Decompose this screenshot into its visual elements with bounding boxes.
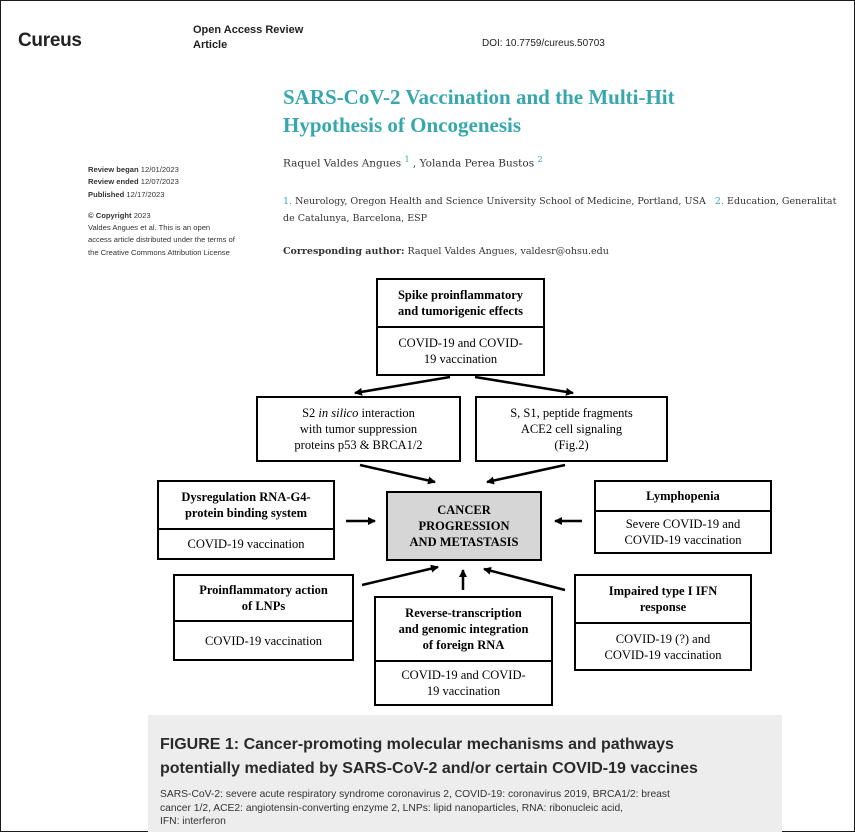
- lympho-box-header: [596, 482, 770, 512]
- ifn-body-line2: COVID-19 vaccination: [604, 647, 722, 662]
- ifn-body-line1: COVID-19 (?) and: [615, 631, 711, 646]
- arrow-lnps-to-center: [362, 567, 438, 585]
- reverse-body-line1: COVID-19 and COVID-: [401, 668, 526, 682]
- s2-line2: with tumor suppression: [299, 422, 418, 436]
- s1-line3: (Fig.2): [554, 438, 589, 452]
- spike-effects-box: [376, 278, 545, 376]
- reverse-box-header: [376, 598, 551, 662]
- center-line1: CANCER: [437, 503, 491, 517]
- license-line[interactable]: access article distributed under the terms of: [88, 235, 235, 245]
- license-line: Valdes Angues et al. This is an open: [88, 223, 211, 233]
- corr-label: Corresponding author:: [283, 246, 405, 257]
- dysreg-head-line2: protein binding system: [184, 506, 307, 520]
- arrow-spike-to-s2: [355, 377, 450, 393]
- lnps-head-line1: Proinflammatory action: [199, 583, 328, 597]
- article-type-line2: Article: [193, 39, 228, 51]
- caption-text-line3: IFN: interferon: [160, 816, 226, 827]
- lympho-box-body: [596, 512, 770, 552]
- center-line3: AND METASTASIS: [409, 535, 519, 549]
- author-affil-ref: 2: [537, 155, 543, 164]
- s2-line1: [302, 405, 415, 421]
- author-separator: ,: [412, 157, 417, 170]
- lnps-body: COVID-19 vaccination: [205, 633, 322, 648]
- lympho-head: Lymphopenia: [646, 489, 720, 503]
- review-ended-label: Review ended: [88, 177, 139, 187]
- lympho-body-line1: Severe COVID-19 and: [625, 517, 741, 531]
- caption-text-line1: SARS-CoV-2: severe acute respiratory syndrome coronavirus 2, COVID-19: coronavirus 2019, BRCA1/2: breast: [160, 789, 670, 800]
- ifn-head-line2: response: [639, 600, 687, 614]
- s2-interaction-box: [256, 396, 461, 462]
- title-line1: SARS-CoV-2 Vaccination and the Multi-Hit: [283, 85, 675, 109]
- reverse-head-line3: of foreign RNA: [422, 638, 505, 652]
- dysreg-box-header: [159, 482, 333, 530]
- article-type-line1: Open Access Review: [193, 24, 304, 36]
- arrow-ifn-to-center: [484, 569, 565, 590]
- author-name[interactable]: Yolanda Perea Bustos: [419, 157, 535, 170]
- caption-title-line1: FIGURE 1: Cancer-promoting molecular mechanisms and pathways: [160, 736, 674, 753]
- title-line2: Hypothesis of Oncogenesis: [283, 113, 522, 137]
- caption-text-line2: cancer 1/2, ACE2: angiotensin-converting enzyme 2, LNPs: lipid nanoparticles, RNA: ribonucleic acid,: [160, 802, 624, 814]
- journal-logo[interactable]: Cureus: [18, 30, 82, 51]
- spike-box-body: [378, 328, 543, 374]
- doi-link[interactable]: DOI: 10.7759/cureus.50703: [482, 38, 605, 49]
- arrow-spike-to-s1: [475, 377, 573, 393]
- review-began-date: 12/01/2023: [140, 165, 179, 174]
- reverse-box-body: [376, 662, 551, 704]
- s1-signaling-box: [475, 396, 668, 462]
- reverse-body-line2: 19 vaccination: [426, 684, 501, 698]
- figure-caption-text: [160, 788, 775, 829]
- affil-number: 2.: [714, 196, 724, 207]
- reverse-transcription-box: [374, 596, 553, 706]
- affil-text: Neurology, Oregon Health and Science University School of Medicine, Portland, USA: [295, 196, 706, 207]
- ifn-head-line1: Impaired type I IFN: [608, 584, 718, 598]
- arrow-s2-to-center: [360, 465, 435, 482]
- lnps-box-body: [175, 622, 352, 659]
- lnps-head-line2: of LNPs: [241, 599, 286, 613]
- dysreg-box-body: [159, 530, 333, 558]
- spike-head-line1: Spike proinflammatory: [397, 288, 524, 302]
- lymphopenia-box: [594, 480, 772, 554]
- s1-line2: ACE2 cell signaling: [520, 422, 623, 436]
- figure-caption-title: [160, 733, 770, 781]
- published-date: 12/17/2023: [126, 189, 165, 199]
- reverse-head-line1: Reverse-transcription: [405, 606, 522, 620]
- lympho-body-line2: COVID-19 vaccination: [624, 533, 742, 547]
- spike-head-line2: and tumorigenic effects: [398, 304, 523, 318]
- lnps-box: [173, 574, 354, 661]
- s1-line1: S, S1, peptide fragments: [510, 406, 633, 420]
- lnps-box-header: [175, 576, 352, 622]
- affil-number: 1.: [283, 196, 293, 207]
- corr-value[interactable]: Raquel Valdes Angues, valdesr@ohsu.edu: [407, 246, 609, 257]
- author-name[interactable]: Raquel Valdes Angues: [283, 157, 402, 170]
- review-began-label: Review began: [88, 165, 139, 174]
- s2-line3: proteins p53 & BRCA1/2: [294, 438, 423, 452]
- center-line2: PROGRESSION: [418, 519, 510, 533]
- dysregulation-box: [157, 480, 335, 560]
- reverse-head-line2: and genomic integration: [398, 622, 529, 636]
- dysreg-body: COVID-19 vaccination: [187, 537, 305, 551]
- spike-body-line2: 19 vaccination: [423, 352, 498, 366]
- spike-body-line1: COVID-19 and COVID-: [398, 336, 523, 350]
- ifn-box-body: [576, 624, 750, 669]
- published-label: Published: [88, 189, 125, 199]
- s2-line1-pre: S2: [302, 406, 319, 420]
- arrow-s1-to-center: [487, 465, 565, 482]
- review-ended-date: 12/07/2023: [140, 177, 179, 187]
- ifn-box-header: [576, 576, 750, 624]
- spike-box-header: [378, 280, 543, 328]
- license-line[interactable]: the Creative Commons Attribution License: [88, 247, 230, 257]
- caption-title-line2: potentially mediated by SARS-CoV-2 and/or certain COVID-19 vaccines: [160, 760, 698, 777]
- copyright-label: © Copyright: [88, 210, 132, 220]
- dysreg-head-line1: Dysregulation RNA-G4-: [181, 490, 311, 504]
- copyright-year: 2023: [133, 210, 151, 220]
- s2-line1-em: in silico: [318, 406, 359, 420]
- s2-line1-post: interaction: [358, 406, 415, 420]
- cancer-progression-box: [386, 491, 542, 561]
- author-affil-ref: 1: [404, 155, 410, 164]
- impaired-ifn-box: [574, 574, 752, 671]
- affil-text: Education, Generalitat de Catalunya, Barcelona, ESP: [283, 196, 837, 224]
